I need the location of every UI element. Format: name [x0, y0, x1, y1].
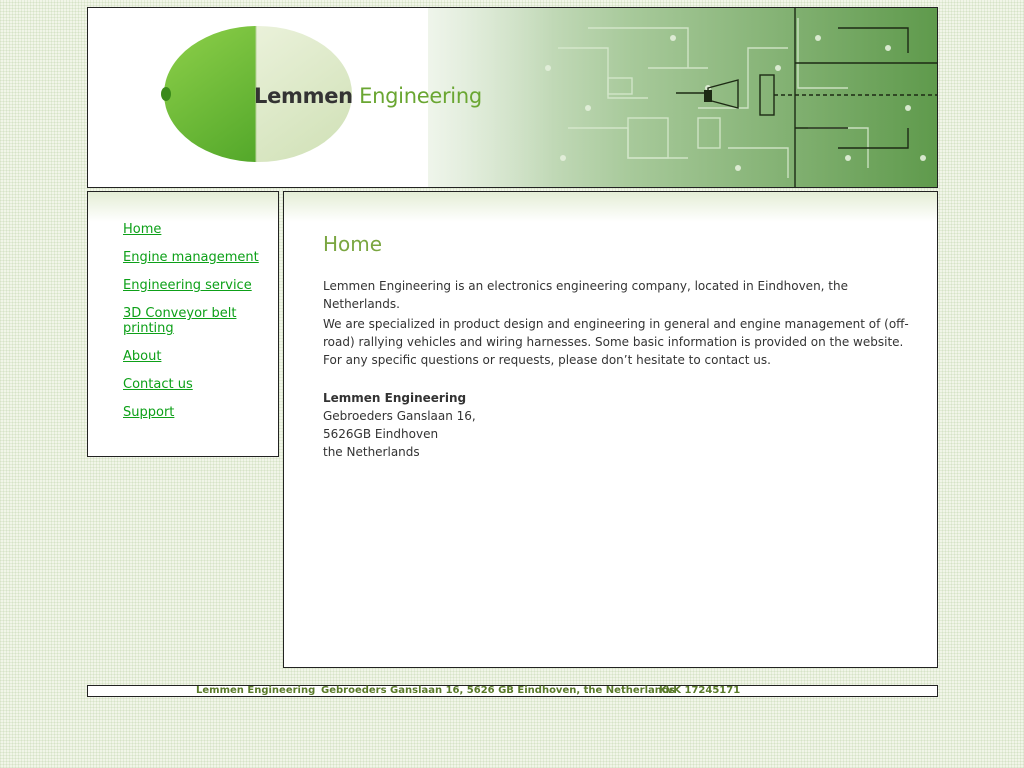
- footer-company: Lemmen Engineering: [196, 685, 316, 696]
- nav-link-engine-management[interactable]: Engine management: [123, 250, 259, 265]
- nav-item-contact: [123, 376, 273, 391]
- nav-list: [123, 221, 273, 432]
- nav-link-home[interactable]: Home: [123, 222, 162, 237]
- footer-address: Gebroeders Ganslaan 16, 5626 GB Eindhoven, the Netherlands: [321, 685, 675, 696]
- header-graphic: [88, 8, 937, 187]
- nav-item-3d-conveyor: [123, 305, 273, 335]
- page-title: Home: [323, 232, 383, 256]
- address-company: Lemmen Engineering: [323, 391, 467, 405]
- main-content: [283, 191, 938, 668]
- footer: [87, 685, 938, 697]
- nav-item-home: [123, 221, 273, 236]
- logo-word-lemmen: Lemmen: [254, 84, 353, 108]
- nav-item-about: [123, 348, 273, 363]
- nav-link-engineering-service[interactable]: Engineering service: [123, 278, 252, 293]
- site-logo[interactable]: [254, 84, 482, 108]
- sidebar-nav: [87, 191, 279, 457]
- nav-item-engineering-service: [123, 277, 273, 292]
- nav-link-support[interactable]: Support: [123, 405, 175, 420]
- nav-link-about[interactable]: About: [123, 349, 162, 364]
- nav-item-support: [123, 404, 273, 419]
- company-address: [323, 389, 476, 461]
- nav-link-contact[interactable]: Contact us: [123, 377, 193, 392]
- logo-word-engineering: Engineering: [359, 84, 482, 108]
- nav-item-engine-management: [123, 249, 273, 264]
- header-banner: [87, 7, 938, 188]
- address-street: Gebroeders Ganslaan 16,: [323, 409, 476, 423]
- specialization-paragraph: We are specialized in product design and engineering in general and engine management of (off-road) rallying vehicles and wiring harnesses. Some basic information is provided on the website. For any specific questions or requests, please don’t hesitate to contact us.: [323, 317, 909, 367]
- intro-paragraph: Lemmen Engineering is an electronics engineering company, located in Eindhoven, the Netherlands.: [323, 279, 848, 311]
- address-city: 5626GB Eindhoven: [323, 427, 439, 441]
- address-country: the Netherlands: [323, 445, 420, 459]
- nav-link-3d-conveyor[interactable]: 3D Conveyor belt printing: [123, 306, 237, 336]
- footer-kvk: KvK 17245171: [659, 685, 741, 696]
